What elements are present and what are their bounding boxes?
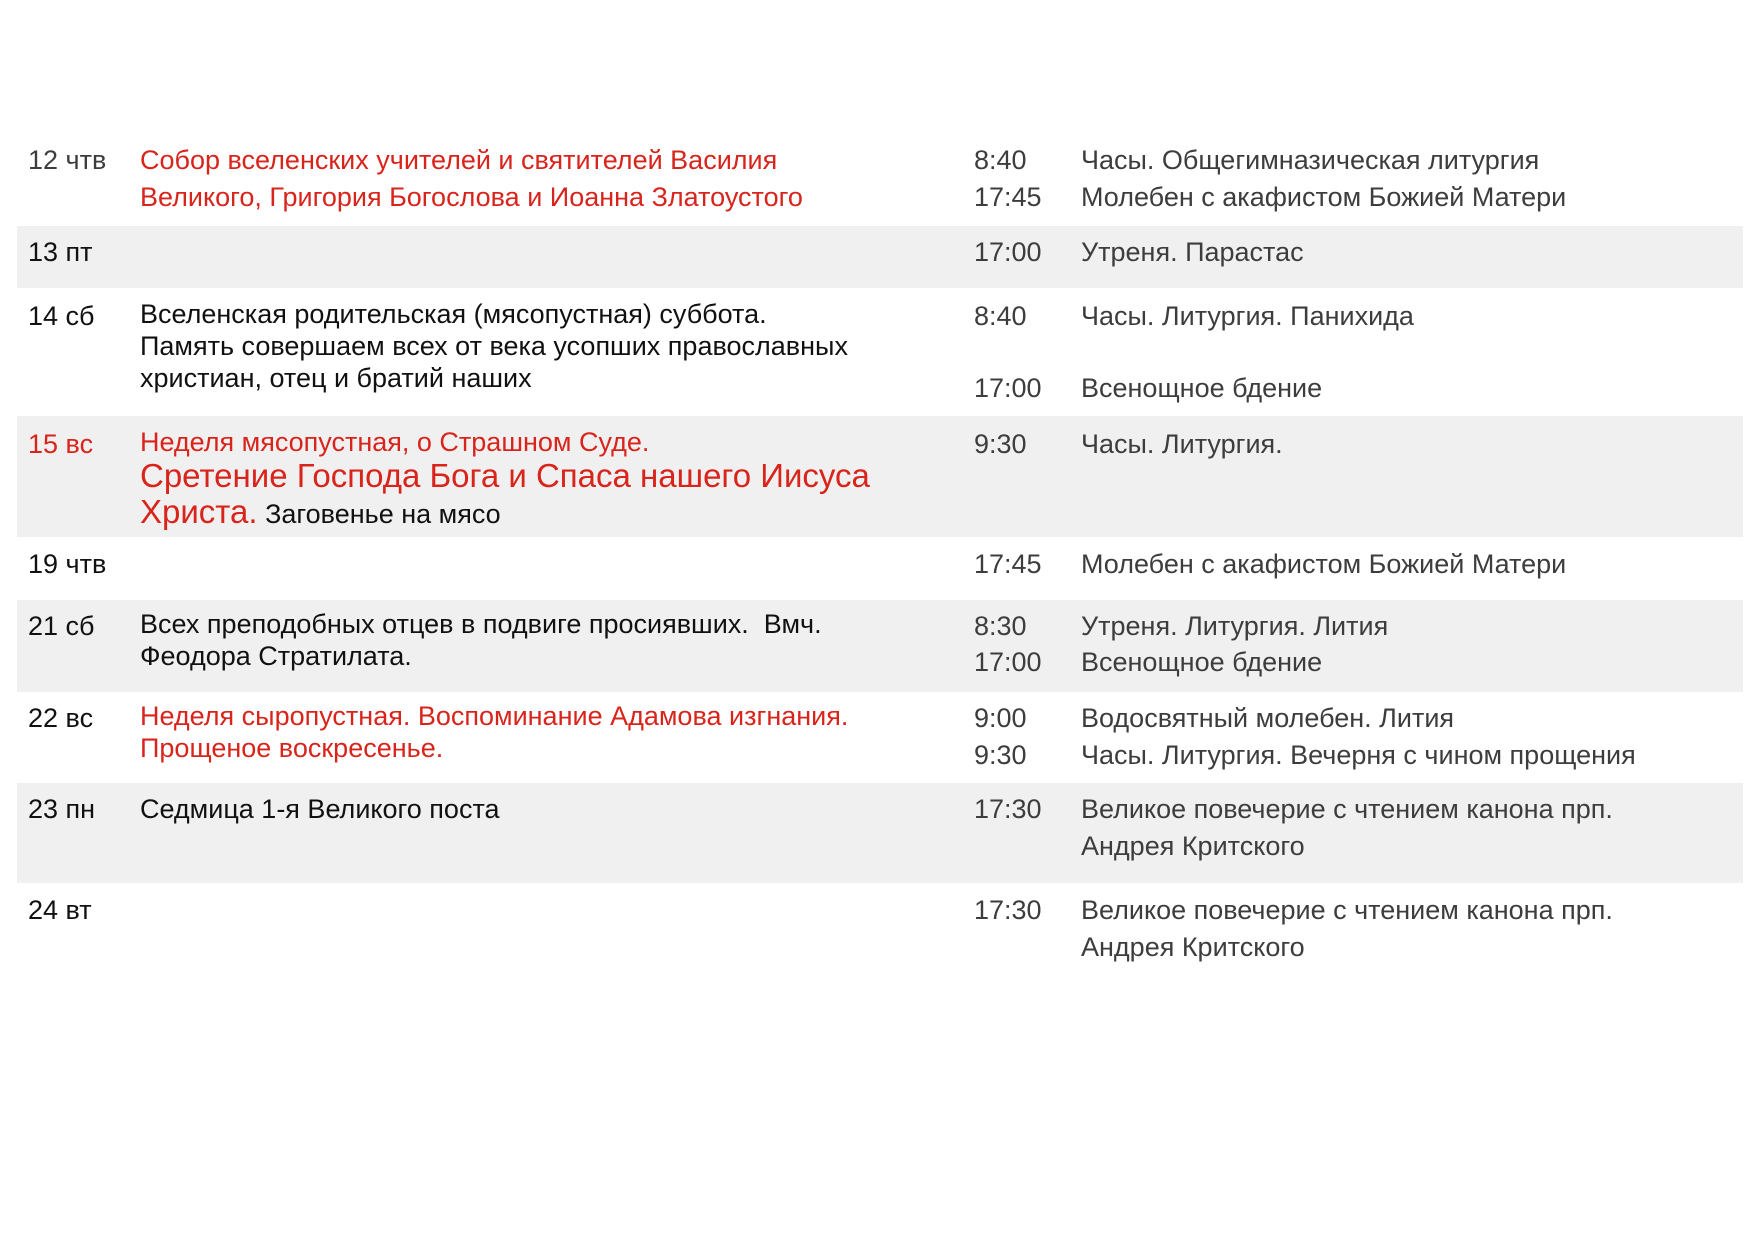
row-services [1081, 546, 1743, 582]
row-description [140, 791, 950, 827]
description-line: Собор вселенских учителей и святителей Василия [140, 145, 778, 175]
row-description [140, 608, 950, 672]
row-times [974, 142, 1064, 216]
row-date: 21 сб [28, 611, 95, 641]
description-line: Неделя мясопустная, о Страшном Суде. [140, 427, 650, 457]
row-times [974, 892, 1064, 928]
service-time: 17:45 [974, 182, 1042, 212]
row-times [974, 608, 1064, 680]
row-services [1081, 142, 1743, 216]
service-time: 17:00 [974, 373, 1042, 403]
description-line: Прощеное воскресенье. [140, 733, 444, 763]
table-row [17, 692, 1743, 783]
service-name: Андрея Критского [1081, 831, 1305, 861]
row-date: 19 чтв [28, 549, 107, 579]
service-name: Андрея Критского [1081, 932, 1305, 962]
description-note: Заговенье на мясо [265, 499, 501, 529]
row-services [1081, 700, 1743, 774]
service-time: 17:00 [974, 237, 1042, 267]
row-times [974, 791, 1064, 827]
description-line: христиан, отец и братий наших [140, 363, 532, 393]
service-time: 9:30 [974, 429, 1027, 459]
description-line: Феодора Стратилата. [140, 641, 412, 671]
table-row [17, 600, 1743, 692]
service-time: 9:00 [974, 703, 1027, 733]
description-line: Великого, Григория Богослова и Иоанна Златоустого [140, 182, 803, 212]
row-services [1081, 298, 1743, 406]
service-time: 8:40 [974, 301, 1027, 331]
table-row [17, 537, 1743, 600]
row-date: 14 сб [28, 301, 95, 331]
row-times [974, 426, 1064, 462]
schedule-table [17, 145, 1743, 983]
service-time: 17:30 [974, 895, 1042, 925]
service-time: 17:30 [974, 794, 1042, 824]
row-date: 12 чтв [28, 145, 107, 175]
spacer [974, 334, 1064, 370]
service-time: 8:30 [974, 611, 1027, 641]
row-description [140, 426, 950, 532]
table-row [17, 783, 1743, 883]
row-date: 15 вс [28, 429, 94, 459]
service-name: Часы. Общегимназическая литургия [1081, 145, 1540, 175]
service-time: 8:40 [974, 145, 1027, 175]
description-line: Сретение Господа Бога и Спаса нашего Иисуса [140, 457, 870, 494]
row-services [1081, 892, 1743, 966]
row-times [974, 298, 1064, 406]
table-row [17, 145, 1743, 226]
service-name: Часы. Литургия. [1081, 429, 1283, 459]
description-line: Всех преподобных отцев в подвиге просиявших. Вмч. [140, 609, 822, 639]
description-line: Неделя сыропустная. Воспоминание Адамова изгнания. [140, 701, 849, 731]
table-row [17, 883, 1743, 983]
service-name: Великое повечерие с чтением канона прп. [1081, 794, 1613, 824]
service-name: Молебен с акафистом Божией Матери [1081, 182, 1567, 212]
row-times [974, 234, 1064, 270]
service-name: Великое повечерие с чтением канона прп. [1081, 895, 1613, 925]
row-services [1081, 791, 1743, 865]
description-feast-end: Христа. [140, 493, 258, 530]
description-line: Вселенская родительская (мясопустная) суббота. [140, 299, 767, 329]
service-name: Часы. Литургия. Вечерня с чином прощения [1081, 740, 1636, 770]
table-row [17, 416, 1743, 537]
spacer [1081, 334, 1743, 370]
service-name: Часы. Литургия. Панихида [1081, 301, 1414, 331]
row-services [1081, 608, 1743, 680]
row-times [974, 546, 1064, 582]
row-description [140, 700, 950, 764]
service-name: Всенощное бдение [1081, 647, 1323, 677]
service-name: Утреня. Литургия. Лития [1081, 611, 1389, 641]
row-date: 24 вт [28, 895, 92, 925]
service-time: 9:30 [974, 740, 1027, 770]
table-row [17, 226, 1743, 288]
service-time: 17:45 [974, 549, 1042, 579]
service-name: Водосвятный молебен. Лития [1081, 703, 1455, 733]
description-line: Память совершаем всех от века усопших православных [140, 331, 848, 361]
row-services [1081, 426, 1743, 462]
service-name: Всенощное бдение [1081, 373, 1323, 403]
description-line: Седмица 1-я Великого поста [140, 794, 500, 824]
row-description [140, 142, 950, 216]
row-date: 13 пт [28, 237, 93, 267]
row-date: 22 вс [28, 703, 94, 733]
service-time: 17:00 [974, 647, 1042, 677]
service-name: Молебен с акафистом Божией Матери [1081, 549, 1567, 579]
row-date: 23 пн [28, 794, 96, 824]
service-name: Утреня. Парастас [1081, 237, 1304, 267]
table-row [17, 288, 1743, 416]
row-description [140, 298, 950, 394]
description-line [140, 494, 950, 532]
row-times [974, 700, 1064, 774]
row-services [1081, 234, 1743, 270]
